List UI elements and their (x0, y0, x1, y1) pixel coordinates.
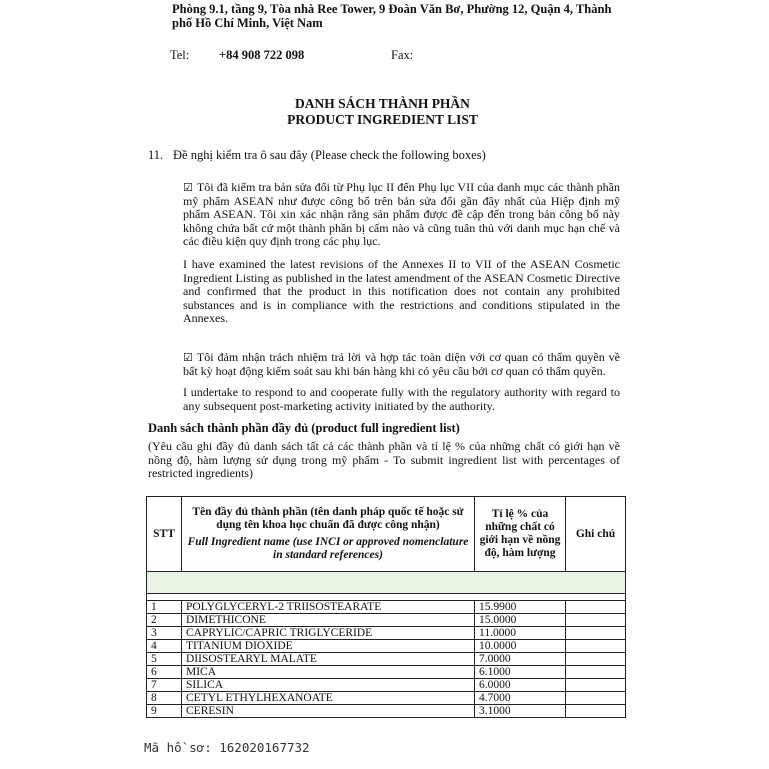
table-shaded-row (147, 572, 626, 594)
section-number: 11. (148, 148, 164, 162)
table-row: 5 DIISOSTEARYL MALATE 7.0000 (147, 653, 626, 666)
table-row: 3 CAPRYLIC/CAPRIC TRIGLYCERIDE 11.0000 (147, 627, 626, 640)
ingredient-table (146, 496, 626, 718)
header-stt: STT (147, 497, 182, 572)
header-note: Ghi chú (566, 497, 626, 572)
tel-value: +84 908 722 098 (219, 48, 305, 62)
fax-label: Fax: (391, 48, 414, 62)
declaration-1-vi-text: Tôi đã kiểm tra bản sửa đổi từ Phụ lục II đến Phụ lục VII của danh mục các thành phần mỹ phẩm ASEAN như được công bố trên bản sửa đổi gần đây nhất của Hiệp định mỹ phẩm ASEAN. Tôi xin xác nhận rằng sản phẩm được đề cập đến trong bản công bố này không chứa bất cứ một thành phần bị cấm nào và cũng tuân thủ với danh mục hạn chế và các điều kiện quy định trong các phụ lục. (183, 180, 620, 248)
table-header-row (147, 497, 626, 572)
table-row: 2 DIMETHICONE 15.0000 (147, 614, 626, 627)
table-row: 8 CETYL ETHYLHEXANOATE 4.7000 (147, 692, 626, 705)
doc-title-en: PRODUCT INGREDIENT LIST (287, 112, 478, 127)
checked-box-icon: ☑ (183, 351, 193, 364)
full-list-note: (Yêu cầu ghi đầy đủ danh sách tất cả các thành phần và tỉ lệ % của những chất có giới hạn về nồng độ, hàm lượng sử dụng trong mỹ phẩm - To submit ingredient list with percentages of restricted ingredients) (148, 439, 620, 480)
declaration-2-vi (183, 351, 620, 378)
header-ratio: Tỉ lệ % của những chất có giới hạn về nồng độ, hàm lượng (475, 497, 566, 572)
declaration-1-vi (183, 181, 620, 249)
section-instruction: Đề nghị kiểm tra ô sau đây (Please check the following boxes) (173, 148, 486, 162)
declaration-2-en: I undertake to respond to and cooperate fully with the regulatory authority with regard to any subsequent post-marketing activity initiated by the authority. (183, 385, 620, 413)
table-spacer-row (147, 594, 626, 601)
doc-title-vi: DANH SÁCH THÀNH PHẦN (295, 96, 470, 111)
company-address: Phòng 9.1, tầng 9, Tòa nhà Ree Tower, 9 Đoàn Văn Bơ, Phường 12, Quận 4, Thành phố Hồ Chí Minh, Việt Nam (172, 2, 612, 30)
tel-label: Tel: (170, 48, 190, 62)
declaration-2-vi-text: Tôi đảm nhận trách nhiệm trả lời và hợp tác toàn diện với cơ quan có thẩm quyền về bất kỳ hoạt động kiểm soát sau khi bán hàng khi có yêu cầu bởi cơ quan có thẩm quyền. (183, 350, 620, 378)
full-list-title: Danh sách thành phần đầy đủ (product full ingredient list) (148, 421, 460, 435)
record-code: Mã hồ sơ: 162020167732 (144, 740, 310, 755)
header-name-en: Full Ingredient name (use INCI or approved nomenclature in standard references) (187, 536, 469, 561)
header-name (182, 497, 475, 572)
table-row: 6 MICA 6.1000 (147, 666, 626, 679)
table-row: 4 TITANIUM DIOXIDE 10.0000 (147, 640, 626, 653)
table-row: 7 SILICA 6.0000 (147, 679, 626, 692)
checked-box-icon: ☑ (183, 181, 193, 194)
table-row: 9 CERESIN 3.1000 (147, 705, 626, 718)
table-row: 1 POLYGLYCERYL-2 TRIISOSTEARATE 15.9900 (147, 601, 626, 614)
declaration-1-en: I have examined the latest revisions of the Annexes II to VII of the ASEAN Cosmetic Ingredient Listing as published in the latest amendment of the ASEAN Cosmetic Directive and confirmed that the product in this notification does not contain any prohibited substances and is in compliance with the restrictions and conditions stipulated in the Annexes. (183, 257, 620, 325)
header-name-vi: Tên đầy đủ thành phần (tên danh pháp quốc tế hoặc sử dụng tên khoa học chuẩn đã được công nhận) (192, 506, 464, 531)
